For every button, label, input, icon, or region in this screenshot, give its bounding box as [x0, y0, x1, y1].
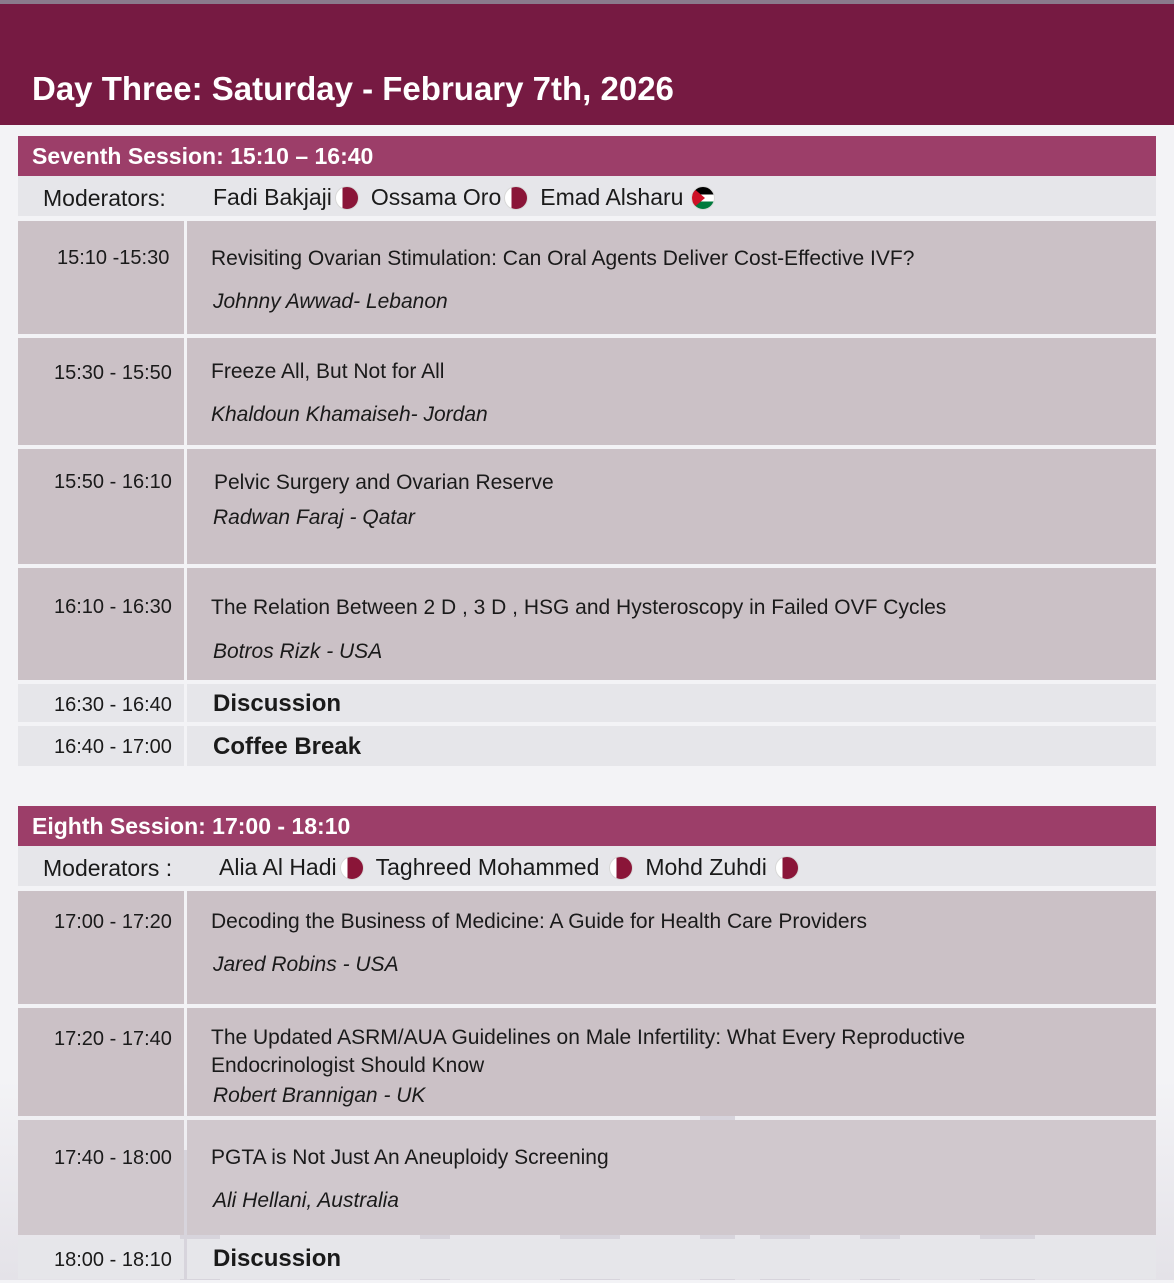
moderator [213, 184, 359, 211]
time-label: 15:30 - 15:50 [54, 362, 172, 384]
speaker: Johnny Awwad- Lebanon [213, 290, 448, 313]
discussion-label: Discussion [213, 690, 342, 717]
speaker: Robert Brannigan - UK [213, 1084, 426, 1107]
time-label: 16:10 - 16:30 [54, 596, 172, 618]
qatar-flag-icon [340, 856, 364, 880]
talk-title-line: The Updated ASRM/AUA Guidelines on Male Infertility: What Every Reproductive [211, 1026, 966, 1049]
time-cell [18, 568, 184, 680]
talk-title-line: Endocrinologist Should Know [211, 1054, 485, 1077]
moderator [645, 854, 798, 881]
day-title: Day Three: Saturday - February 7th, 2026 [32, 70, 674, 107]
moderator-name: Fadi Bakjaji [213, 184, 332, 210]
talk-title: Freeze All, But Not for All [211, 360, 445, 383]
moderator-name: Alia Al Hadi [219, 854, 337, 880]
time-label: 18:00 - 18:10 [54, 1249, 172, 1271]
schedule-row [18, 221, 1156, 334]
moderator [540, 184, 715, 211]
time-cell [18, 1008, 184, 1116]
time-cell [18, 1239, 184, 1279]
talk-title: Revisiting Ovarian Stimulation: Can Oral Agents Deliver Cost-Effective IVF? [211, 247, 915, 270]
discussion-label: Discussion [213, 1245, 342, 1272]
time-label: 17:20 - 17:40 [54, 1028, 172, 1050]
speaker: Botros Rizk - USA [213, 640, 383, 663]
talk-cell [187, 221, 1156, 334]
speaker: Khaldoun Khamaiseh- Jordan [211, 403, 488, 426]
time-cell [18, 449, 184, 564]
time-cell [18, 338, 184, 445]
moderator-name: Emad Alsharu [540, 184, 684, 210]
moderator-name: Ossama Oro [370, 184, 502, 210]
session-eighth [18, 806, 1156, 1283]
talk-cell [187, 726, 1156, 766]
schedule-row [18, 684, 1156, 722]
talk-title: Decoding the Business of Medicine: A Guide for Health Care Providers [211, 910, 868, 933]
time-cell [18, 1120, 184, 1235]
moderator [376, 854, 634, 881]
time-cell [18, 726, 184, 766]
moderator [219, 854, 364, 881]
moderators-list [213, 184, 727, 211]
session-seventh [18, 136, 1156, 770]
talk-cell [187, 338, 1156, 445]
qatar-flag-icon [609, 856, 633, 880]
qatar-flag-icon [504, 186, 528, 210]
talk-title: Pelvic Surgery and Ovarian Reserve [214, 471, 554, 494]
jordan-flag-icon [691, 186, 715, 210]
time-label: 15:50 - 16:10 [54, 471, 172, 493]
schedule-row [18, 1008, 1156, 1116]
talk-title [211, 1024, 965, 1080]
qatar-flag-icon [775, 856, 799, 880]
moderators-label: Moderators : [43, 855, 173, 881]
time-label: 16:40 - 17:00 [54, 736, 172, 758]
speaker: Jared Robins - USA [213, 953, 399, 976]
talk-title: The Relation Between 2 D , 3 D , HSG and Hysteroscopy in Failed OVF Cycles [211, 596, 947, 619]
talk-cell [187, 684, 1156, 722]
talk-cell [187, 449, 1156, 564]
time-cell [18, 891, 184, 1004]
moderators-label: Moderators: [43, 185, 166, 211]
day-header [0, 4, 1174, 125]
moderators-row [18, 176, 1156, 216]
qatar-flag-icon [335, 186, 359, 210]
session-title: Seventh Session: 15:10 – 16:40 [18, 136, 1156, 176]
schedule-row [18, 891, 1156, 1004]
time-label: 15:10 -15:30 [57, 247, 170, 269]
talk-cell [187, 891, 1156, 1004]
moderator-name: Mohd Zuhdi [645, 854, 767, 880]
moderator-name: Taghreed Mohammed [375, 854, 600, 880]
schedule-row [18, 1239, 1156, 1279]
time-label: 16:30 - 16:40 [54, 694, 172, 716]
time-cell [18, 221, 184, 334]
time-label: 17:40 - 18:00 [54, 1147, 172, 1169]
schedule-row [18, 726, 1156, 766]
moderators-list [219, 854, 811, 881]
session-title: Eighth Session: 17:00 - 18:10 [18, 806, 1156, 846]
speaker: Radwan Faraj - Qatar [213, 506, 415, 529]
talk-cell [187, 1239, 1156, 1279]
talk-title: PGTA is Not Just An Aneuploidy Screening [211, 1146, 609, 1169]
coffee-break-label: Coffee Break [213, 733, 362, 760]
talk-cell [187, 1008, 1156, 1116]
talk-cell [187, 1120, 1156, 1235]
schedule-row [18, 568, 1156, 680]
time-cell [18, 684, 184, 722]
talk-cell [187, 568, 1156, 680]
moderators-row [18, 846, 1156, 886]
time-label: 17:00 - 17:20 [54, 911, 172, 933]
schedule-row [18, 338, 1156, 445]
moderator [371, 184, 528, 211]
schedule-row [18, 449, 1156, 564]
speaker: Ali Hellani, Australia [213, 1189, 399, 1212]
schedule-row [18, 1120, 1156, 1235]
